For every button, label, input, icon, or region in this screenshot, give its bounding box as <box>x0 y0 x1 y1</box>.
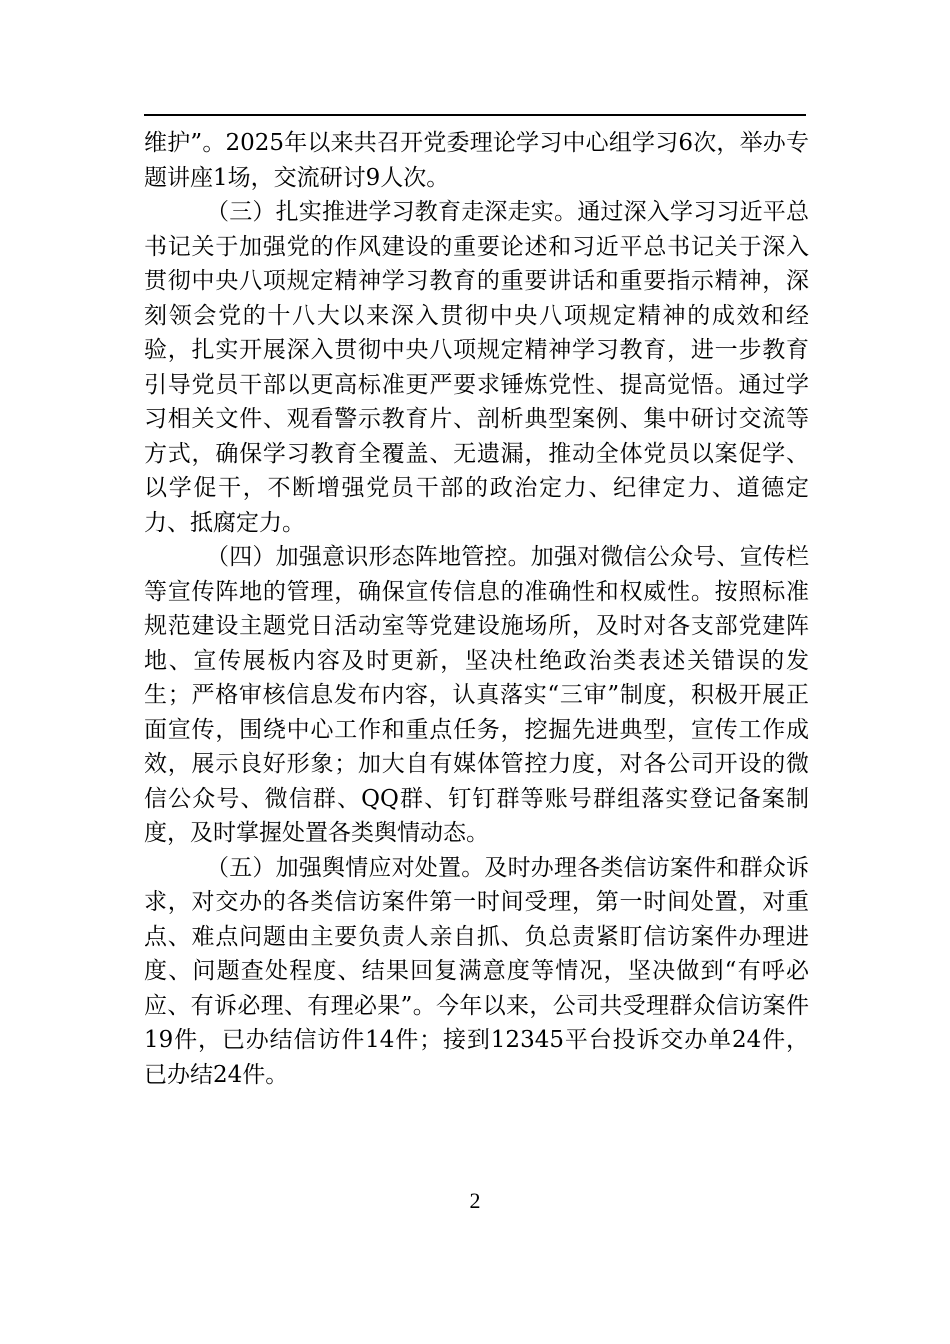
paragraph-ideology-control: （四）加强意识形态阵地管控。加强对微信公众号、宣传栏等宣传阵地的管理，确保宣传信息的准确性和权威性。按照标准规范建设主题党日活动室等党建设施场所，及时对各支部党建阵地、宣传展板内容及时更新，坚决杜绝政治类表述关错误的发生；严格审核信息发布内容，认真落实“三审”制度，积极开展正面宣传，围绕中心工作和重点任务，挖掘先进典型，宣传工作成效，展示良好形象；加大自有媒体管控力度，对各公司开设的微信公众号、微信群、QQ群、钉钉群等账号群组落实登记备案制度，及时掌握处置各类舆情动态。 <box>144 544 809 846</box>
paragraph-study-education: （三）扎实推进学习教育走深走实。通过深入学习习近平总书记关于加强党的作风建设的重要论述和习近平总书记关于深入贯彻中央八项规定精神学习教育的重要讲话和重要指示精神，深刻领会党的十八大以来深入贯彻中央八项规定精神的成效和经验，扎实开展深入贯彻中央八项规定精神学习教育，进一步教育引导党员干部以更高标准更严要求锤炼党性、提高觉悟。通过学习相关文件、观看警示教育片、剖析典型案例、集中研讨交流等方式，确保学习教育全覆盖、无遗漏，推动全体党员以案促学、以学促干，不断增强党员干部的政治定力、纪律定力、道德定力、抵腐定力。 <box>144 199 809 536</box>
document-body <box>144 126 809 1092</box>
paragraph-public-opinion: （五）加强舆情应对处置。及时办理各类信访案件和群众诉求，对交办的各类信访案件第一时间受理，第一时间处置，对重点、难点问题由主要负责人亲自抓、负总责紧盯信访案件办理进度、问题查处程度、结果回复满意度等情况，坚决做到“有呼必应、有诉必理、有理必果”。今年以来，公司共受理群众信访案件19件，已办结信访件14件；接到12345平台投诉交办单24件，已办结24件。 <box>144 854 809 1088</box>
paragraph-continuation: 维护”。2025年以来共召开党委理论学习中心组学习6次，举办专题讲座1场，交流研讨9人次。 <box>144 130 809 191</box>
header-rule <box>144 114 806 116</box>
page-number: 2 <box>469 1188 481 1213</box>
